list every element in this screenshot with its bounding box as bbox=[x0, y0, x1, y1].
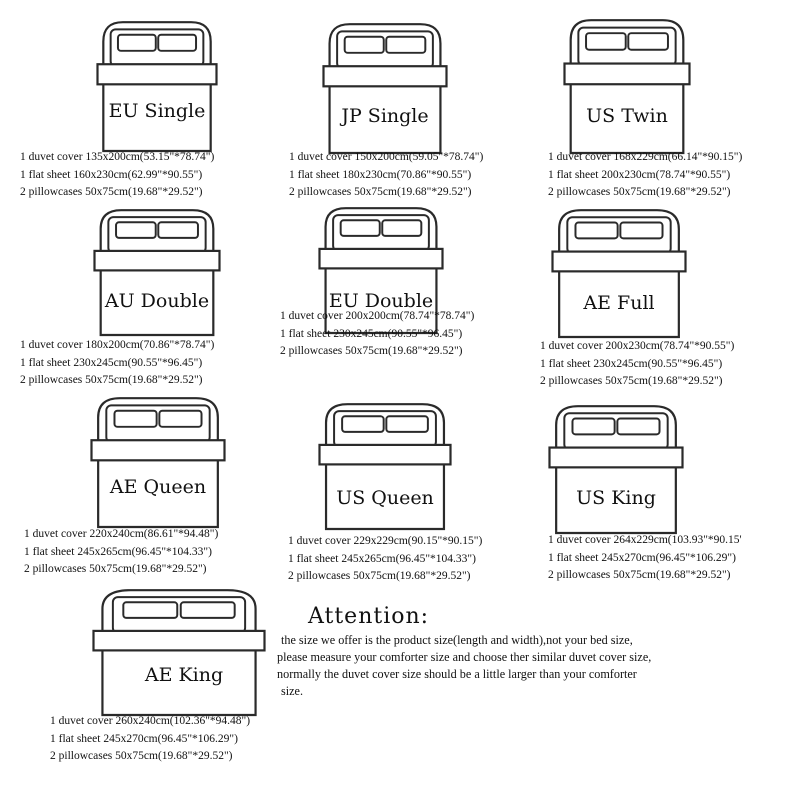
bed-size-label: EU Double bbox=[328, 290, 434, 312]
bed-size-label: AE Full bbox=[583, 292, 655, 314]
spec-list bbox=[20, 149, 214, 202]
pillow-right bbox=[386, 416, 428, 432]
pillow-left bbox=[116, 222, 156, 238]
duvet-cover-spec: 1 duvet cover 150x200cm(59.05"*78.74") bbox=[289, 151, 484, 163]
bed-icon bbox=[90, 396, 226, 530]
duvet-cover-spec: 1 duvet cover 260x240cm(102.36"*94.48") bbox=[50, 715, 251, 727]
pillow-left bbox=[575, 223, 617, 239]
pillowcases-spec: 2 pillowcases 50x75cm(19.68"*29.52") bbox=[548, 569, 731, 581]
folded-sheet-band bbox=[92, 440, 225, 460]
attention-heading: Attention: bbox=[308, 604, 430, 629]
pillowcases-spec: 2 pillowcases 50x75cm(19.68"*29.52") bbox=[280, 345, 463, 357]
flat-sheet-spec: 1 flat sheet 245x270cm(96.45"*106.29") bbox=[50, 732, 238, 745]
pillowcases-spec: 2 pillowcases 50x75cm(19.68"*29.52") bbox=[289, 186, 472, 198]
flat-sheet-spec: 1 flat sheet 200x230cm(78.74"*90.55") bbox=[548, 168, 731, 181]
attention-line: please measure your comforter size and choose ther similar duvet cover size, bbox=[277, 650, 652, 664]
spec-list bbox=[289, 149, 483, 202]
attention-note bbox=[277, 632, 799, 700]
pillowcases-spec: 2 pillowcases 50x75cm(19.68"*29.52") bbox=[548, 186, 731, 198]
pillow-right bbox=[158, 222, 198, 238]
flat-sheet-spec: 1 flat sheet 180x230cm(70.86"*90.55") bbox=[289, 168, 472, 181]
attention-line: the size we offer is the product size(length and width),not your bed size, bbox=[281, 633, 633, 647]
bed-size-label: US Queen bbox=[336, 487, 434, 509]
pillow-left bbox=[114, 411, 156, 427]
pillow-right bbox=[181, 602, 235, 618]
pillow-right bbox=[159, 411, 201, 427]
pillow-right bbox=[382, 220, 421, 236]
spec-list bbox=[540, 338, 734, 391]
pillowcases-spec: 2 pillowcases 50x75cm(19.68"*29.52") bbox=[20, 374, 203, 386]
pillow-right bbox=[620, 223, 662, 239]
pillow-left bbox=[342, 416, 384, 432]
spec-list bbox=[280, 308, 474, 361]
pillowcases-spec: 2 pillowcases 50x75cm(19.68"*29.52") bbox=[288, 570, 471, 582]
bed-size-label: AE King bbox=[144, 664, 224, 686]
duvet-cover-spec: 1 duvet cover 229x229cm(90.15"*90.15") bbox=[288, 535, 483, 547]
bed-icon bbox=[96, 20, 218, 154]
folded-sheet-band bbox=[320, 445, 451, 465]
pillow-left bbox=[572, 419, 614, 435]
pillow-left bbox=[123, 602, 177, 618]
duvet-cover-spec: 1 duvet cover 168x229cm(66.14"*90.15") bbox=[548, 151, 743, 163]
bed-size-label: US King bbox=[576, 487, 656, 509]
bed-size-label: JP Single bbox=[341, 105, 429, 127]
bed-icon bbox=[92, 588, 266, 718]
pillowcases-spec: 2 pillowcases 50x75cm(19.68"*29.52") bbox=[20, 186, 203, 198]
pillow-left bbox=[118, 35, 156, 51]
duvet-cover-spec: 1 duvet cover 220x240cm(86.61"*94.48") bbox=[24, 528, 219, 540]
flat-sheet-spec: 1 flat sheet 160x230cm(62.99"*90.55") bbox=[20, 168, 203, 181]
folded-sheet-band bbox=[553, 252, 686, 272]
flat-sheet-spec: 1 flat sheet 230x245cm(90.55"*96.45") bbox=[540, 357, 723, 370]
bed-size-label: AE Queen bbox=[109, 476, 207, 498]
pillow-right bbox=[158, 35, 196, 51]
duvet-cover-spec: 1 duvet cover 180x200cm(70.86"*78.74") bbox=[20, 339, 215, 351]
bed-size-label: AU Double bbox=[104, 290, 210, 312]
flat-sheet-spec: 1 flat sheet 245x265cm(96.45"*104.33") bbox=[24, 545, 212, 558]
attention-line: size. bbox=[281, 684, 303, 698]
duvet-cover-spec: 1 duvet cover 135x200cm(53.15"*78.74") bbox=[20, 151, 215, 163]
spec-list bbox=[50, 713, 250, 766]
folded-sheet-band bbox=[94, 631, 265, 651]
bed-size-label: US Twin bbox=[586, 105, 668, 127]
pillow-right bbox=[617, 419, 659, 435]
pillow-right bbox=[386, 37, 425, 53]
bed-icon bbox=[548, 404, 684, 536]
bed-icon bbox=[551, 208, 687, 340]
duvet-cover-spec: 1 duvet cover 200x200cm(78.74"*78.74") bbox=[280, 310, 475, 322]
duvet-cover-spec: 1 duvet cover 200x230cm(78.74"*90.55") bbox=[540, 340, 735, 352]
pillowcases-spec: 2 pillowcases 50x75cm(19.68"*29.52") bbox=[24, 563, 207, 575]
pillowcases-spec: 2 pillowcases 50x75cm(19.68"*29.52") bbox=[540, 375, 723, 387]
pillow-right bbox=[628, 33, 668, 50]
bed-size-label: EU Single bbox=[108, 100, 206, 122]
flat-sheet-spec: 1 flat sheet 230x245cm(90.55"*96.45") bbox=[20, 356, 203, 369]
bed-icon bbox=[563, 18, 691, 156]
folded-sheet-band bbox=[95, 251, 220, 271]
folded-sheet-band bbox=[324, 66, 447, 86]
duvet-cover-spec: 1 duvet cover 264x229cm(103.93"*90.15' bbox=[548, 534, 742, 546]
spec-list bbox=[548, 149, 742, 202]
folded-sheet-band bbox=[550, 448, 683, 468]
folded-sheet-band bbox=[98, 64, 217, 84]
attention-line: normally the duvet cover size should be a little larger than your comforter bbox=[277, 667, 637, 681]
bed-icon bbox=[318, 402, 452, 532]
flat-sheet-spec: 1 flat sheet 245x265cm(96.45"*104.33") bbox=[288, 552, 476, 565]
pillowcases-spec: 2 pillowcases 50x75cm(19.68"*29.52") bbox=[50, 750, 233, 762]
folded-sheet-band bbox=[565, 64, 690, 85]
folded-sheet-band bbox=[320, 249, 443, 269]
spec-list bbox=[548, 532, 742, 585]
pillow-left bbox=[345, 37, 384, 53]
flat-sheet-spec: 1 flat sheet 230x245cm(90.55"*96.45") bbox=[280, 327, 463, 340]
spec-list bbox=[288, 533, 482, 586]
bed-icon bbox=[93, 208, 221, 338]
flat-sheet-spec: 1 flat sheet 245x270cm(96.45"*106.29") bbox=[548, 551, 736, 564]
spec-list bbox=[24, 526, 218, 579]
pillow-left bbox=[341, 220, 380, 236]
spec-list bbox=[20, 337, 214, 390]
bed-icon bbox=[322, 22, 448, 156]
pillow-left bbox=[586, 33, 626, 50]
